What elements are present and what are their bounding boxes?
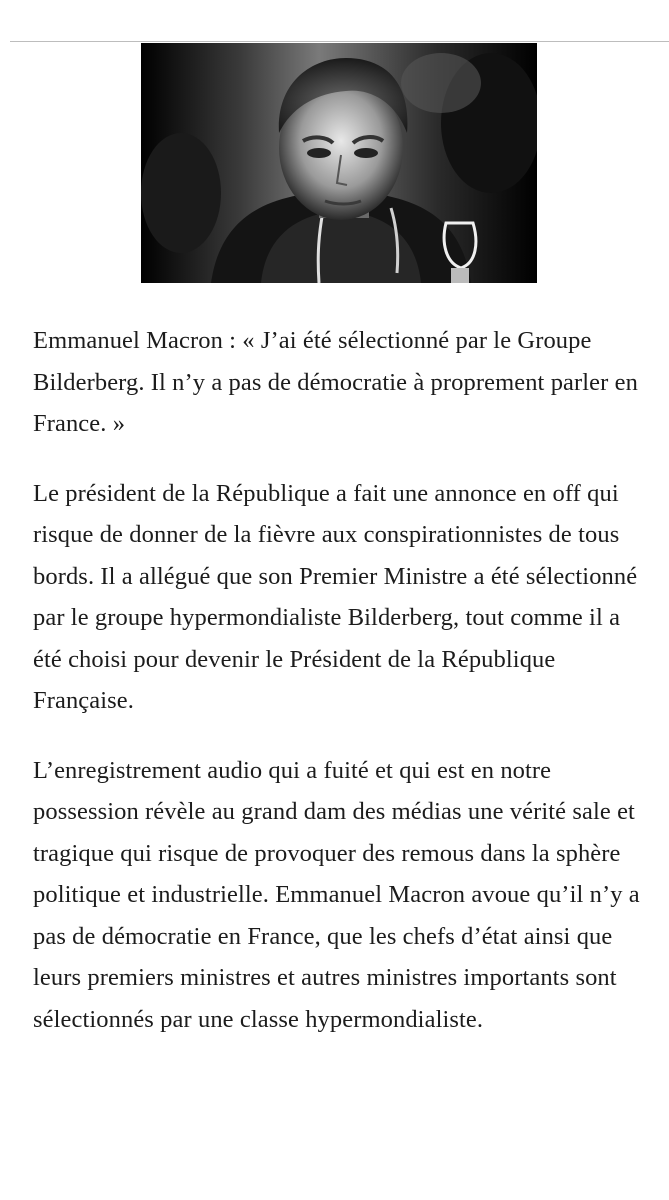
article-body [33,320,643,1068]
article-headline: Emmanuel Macron : « J’ai été sélectionné par le Groupe Bilderberg. Il n’y a pas de démocratie à proprement parler en France. » [33,327,638,437]
top-divider [10,41,669,42]
article-paragraph-1: Le président de la République a fait une annonce en off qui risque de donner de la fièvre aux conspirationnistes de tous bords. Il a allégué que son Premier Ministre a été sélectionné par le groupe hypermondialiste Bilderberg, tout comme il a été choisi pour devenir le Président de la République Française. [33,479,638,714]
article-paragraph-2: L’enregistrement audio qui a fuité et qui est en notre possession révèle au grand dam des médias une vérité sale et tragique qui risque de provoquer des remous dans la sphère politique et industrielle. Emmanuel Macron avoue qu’il n’y a pas de démocratie en France, que les chefs d’état ainsi que leurs premiers ministres et autres ministres importants sont sélectionnés par une classe hypermondialiste. [33,756,640,1033]
article-photo [141,43,537,283]
